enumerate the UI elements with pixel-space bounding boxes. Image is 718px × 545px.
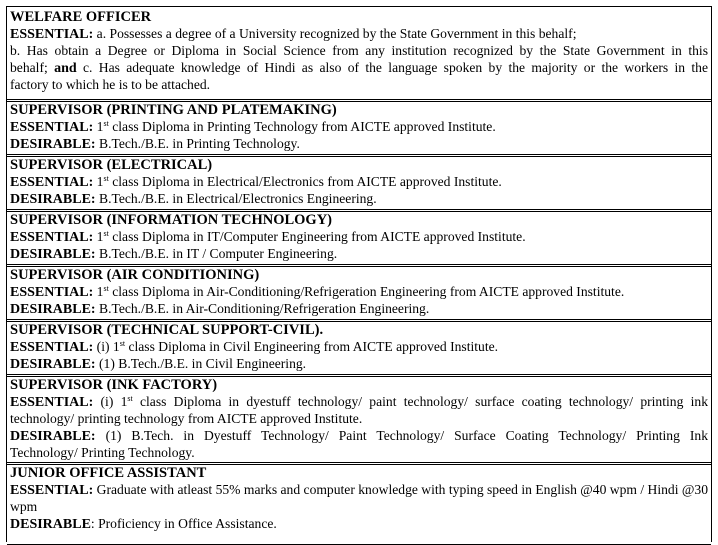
desirable-line (10, 516, 708, 533)
essential-line (10, 284, 708, 301)
essential-line (10, 174, 708, 191)
essential-line-b: b. Has obtain a Degree or Diploma in Social Science from any institution recognized by the State Government in this (10, 43, 708, 59)
essential-line-d: factory to which he is to be attached. (10, 76, 211, 92)
desirable-line (10, 246, 708, 263)
ordinal-suffix: st (127, 394, 133, 403)
section-supervisor-it (6, 209, 712, 264)
desirable-label: DESIRABLE: (10, 247, 96, 263)
essential-line-2: wpm (10, 499, 38, 515)
desirable-line (10, 136, 708, 153)
desirable-label: DESIRABLE: (10, 428, 96, 444)
section-supervisor-electrical (6, 154, 712, 209)
essential-text: c. Has adequate knowledge of Hindi as also of the language spoken by the majority or the workers in the (83, 59, 709, 75)
essential-label: ESSENTIAL: (10, 340, 94, 355)
section-supervisor-civil (6, 319, 712, 374)
essential-text: class Diploma in Printing Technology from AICTE approved Institute. (112, 119, 496, 134)
desirable-label: DESIRABLE (10, 516, 91, 532)
essential-num: 1 (96, 174, 104, 189)
essential-label: ESSENTIAL: (10, 483, 94, 498)
essential-line-a (10, 26, 708, 43)
desirable-line-1 (10, 428, 708, 445)
essential-label: ESSENTIAL: (10, 230, 94, 245)
essential-label: ESSENTIAL: (10, 120, 94, 135)
essential-num: (i) 1 (96, 339, 120, 354)
essential-text: class Diploma in Electrical/Electronics from AICTE approved Institute. (112, 174, 502, 189)
essential-text: behalf; (10, 59, 48, 75)
section-title: SUPERVISOR (TECHNICAL SUPPORT-CIVIL). (10, 322, 324, 338)
desirable-text: B.Tech./B.E. in Printing Technology. (99, 136, 300, 152)
ordinal-suffix: st (103, 119, 109, 128)
essential-label: ESSENTIAL: (10, 175, 94, 190)
essential-text: class Diploma in IT/Computer Engineering from AICTE approved Institute. (112, 229, 526, 244)
desirable-text: B.Tech./B.E. in IT / Computer Engineering. (99, 246, 338, 262)
ordinal-suffix: st (103, 229, 109, 238)
section-supervisor-printing (6, 99, 712, 154)
essential-text: Graduate with atleast 55% marks and computer knowledge with typing speed in English @40 wpm / Hindi @30 (96, 482, 708, 497)
section-title: SUPERVISOR (PRINTING AND PLATEMAKING) (10, 102, 337, 118)
section-title: JUNIOR OFFICE ASSISTANT (10, 465, 207, 481)
desirable-line-2: Technology/ Printing Technology. (10, 444, 195, 460)
essential-num: (i) 1 (100, 394, 128, 409)
essential-num: 1 (96, 119, 104, 134)
essential-line-1 (10, 394, 708, 411)
essential-num: 1 (96, 284, 104, 299)
section-welfare-officer (6, 6, 712, 99)
section-junior-office-assistant (6, 462, 712, 542)
essential-text: class Diploma in dyestuff technology/ paint technology/ surface coating technology/ printing ink (140, 394, 708, 409)
essential-text: class Diploma in Air-Conditioning/Refrigeration Engineering from AICTE approved Institute. (112, 284, 625, 299)
essential-line (10, 339, 708, 356)
section-supervisor-ink (6, 374, 712, 462)
desirable-text: B.Tech./B.E. in Electrical/Electronics Engineering. (99, 191, 377, 207)
desirable-line (10, 191, 708, 208)
section-title: SUPERVISOR (ELECTRICAL) (10, 157, 213, 173)
desirable-label: DESIRABLE: (10, 357, 96, 373)
section-supervisor-ac (6, 264, 712, 319)
desirable-label: DESIRABLE: (10, 137, 96, 153)
desirable-text: : Proficiency in Office Assistance. (90, 515, 277, 531)
section-title: WELFARE OFFICER (10, 9, 152, 25)
desirable-line (10, 356, 708, 373)
desirable-text: (1) B.Tech./B.E. in Civil Engineering. (99, 356, 307, 372)
desirable-text: (1) B.Tech. in Dyestuff Technology/ Paint Technology/ Surface Coating Technology/ Printing Ink (105, 427, 708, 443)
section-title: SUPERVISOR (INK FACTORY) (10, 377, 218, 393)
desirable-line (10, 301, 708, 318)
and-word: and (54, 60, 77, 76)
essential-num: 1 (96, 229, 104, 244)
essential-line (10, 229, 708, 246)
ordinal-suffix: st (103, 284, 109, 293)
desirable-label: DESIRABLE: (10, 302, 96, 318)
ordinal-suffix: st (103, 174, 109, 183)
essential-label: ESSENTIAL: (10, 285, 94, 300)
essential-line (10, 119, 708, 136)
desirable-label: DESIRABLE: (10, 192, 96, 208)
essential-label: ESSENTIAL: (10, 395, 94, 410)
ordinal-suffix: st (119, 339, 126, 348)
essential-line-1 (10, 482, 708, 499)
essential-label: ESSENTIAL: (10, 27, 94, 42)
essential-line-c (10, 60, 708, 77)
section-title: SUPERVISOR (INFORMATION TECHNOLOGY) (10, 212, 333, 228)
essential-text: a. Possesses a degree of a University recognized by the State Government in this behalf; (96, 26, 577, 41)
essential-line-2: technology/ printing technology from AICTE approved Institute. (10, 411, 363, 427)
essential-text: class Diploma in Civil Engineering from AICTE approved Institute. (128, 339, 499, 354)
desirable-text: B.Tech./B.E. in Air-Conditioning/Refrigeration Engineering. (99, 301, 430, 317)
section-title: SUPERVISOR (AIR CONDITIONING) (10, 267, 260, 283)
